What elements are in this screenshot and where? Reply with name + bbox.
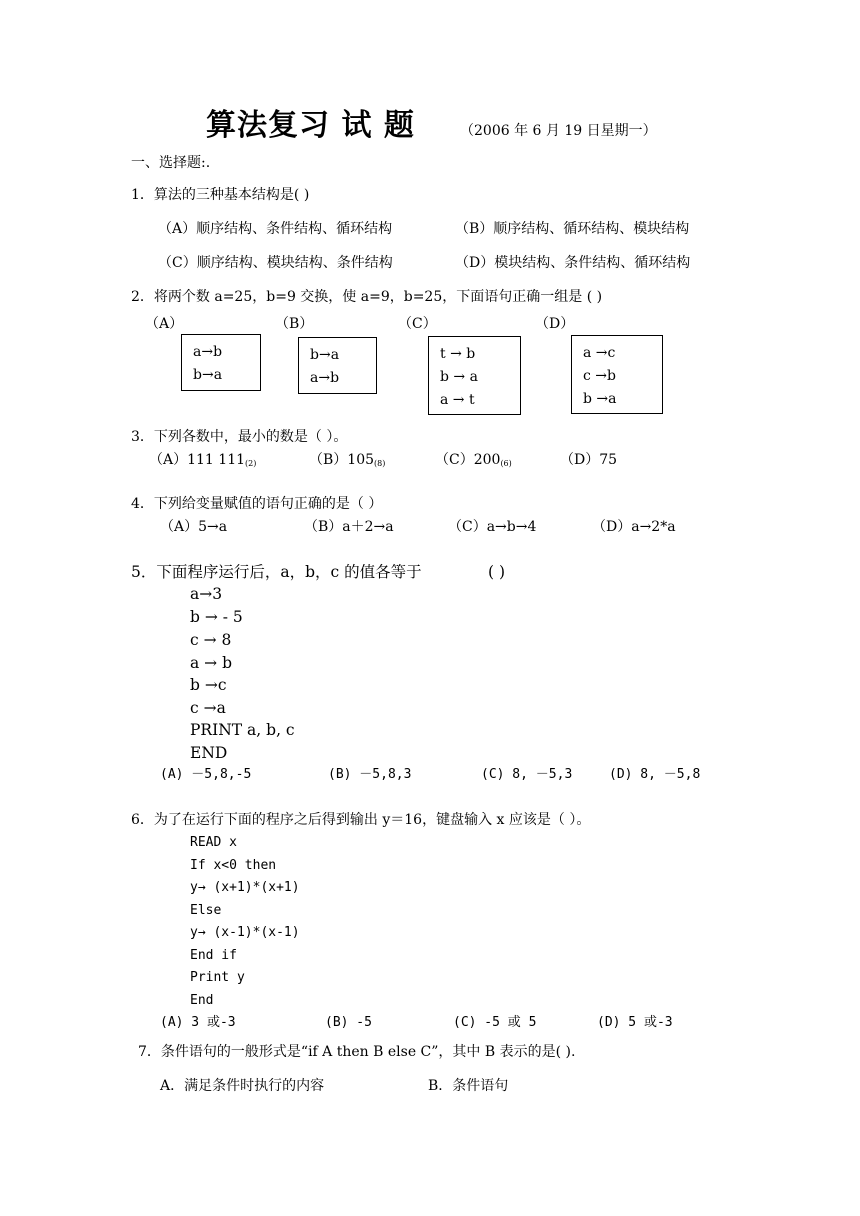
box-b-line-1: b→a: [310, 347, 340, 363]
option-a-base: (2): [245, 459, 257, 468]
question-2-box-d: [571, 335, 663, 414]
box-d-line-1: a →c: [583, 345, 616, 361]
box-a-line-1: a→b: [193, 344, 223, 360]
question-7-option-b: B．条件语句: [428, 1078, 509, 1094]
box-a-line-2: b→a: [193, 367, 223, 383]
q5-code-line-3: c → 8: [190, 631, 232, 649]
question-4-option-c: （C）a→b→4: [448, 519, 537, 535]
question-5-option-d: (D) 8, －5,8: [609, 767, 701, 782]
question-3-option-b: [309, 451, 385, 473]
question-3-option-a: [149, 451, 256, 473]
question-2-stem: 2．将两个数 a=25，b=9 交换，使 a=9，b=25，下面语句正确一组是 ( ): [131, 289, 603, 305]
question-2-box-c: [428, 336, 521, 415]
section-heading: 一、选择题:.: [131, 155, 211, 171]
q6-code-line-3: y→ (x+1)*(x+1): [190, 880, 300, 895]
q5-code-line-6: c →a: [190, 699, 226, 717]
q5-code-line-8: END: [190, 744, 228, 762]
option-c-value: （C）200: [435, 452, 501, 468]
question-6-option-a: (A) 3 或-3: [160, 1015, 236, 1030]
question-4-option-d: （D）a→2*a: [592, 519, 676, 535]
question-4-stem: 4．下列给变量赋值的语句正确的是（ ）: [131, 496, 383, 512]
question-1-option-b: （B）顺序结构、循环结构、模块结构: [455, 221, 690, 237]
q6-code-line-7: Print y: [190, 970, 245, 985]
page-title: 算法复习 试 题: [206, 108, 415, 143]
q5-code-line-1: a→3: [190, 585, 223, 603]
question-6-option-c: (C) -5 或 5: [453, 1015, 537, 1030]
question-6-stem: 6．为了在运行下面的程序之后得到输出 y＝16，键盘输入 x 应该是（ ）。: [131, 812, 591, 828]
question-2-label-a: （A）: [145, 316, 184, 332]
box-c-line-3: a → t: [440, 392, 475, 408]
q6-code-line-4: Else: [190, 903, 222, 918]
question-3-option-d: （D）75: [560, 452, 618, 468]
question-7-stem: 7．条件语句的一般形式是“if A then B else C”，其中 B 表示的是( ).: [138, 1044, 576, 1060]
question-6-option-b: (B) -5: [325, 1015, 372, 1030]
question-2-box-a: [181, 334, 261, 391]
question-1-option-a: （A）顺序结构、条件结构、循环结构: [158, 221, 393, 237]
question-1-option-d: （D）模块结构、条件结构、循环结构: [455, 255, 691, 271]
q6-code-line-5: y→ (x-1)*(x-1): [190, 925, 300, 940]
question-7-option-a: A．满足条件时执行的内容: [160, 1078, 325, 1094]
question-4-option-a: （A）5→a: [160, 519, 228, 535]
q6-code-line-6: End if: [190, 948, 237, 963]
box-d-line-3: b →a: [583, 391, 617, 407]
q5-code-line-5: b →c: [190, 676, 227, 694]
option-c-base: (6): [500, 459, 512, 468]
q6-code-line-1: READ x: [190, 835, 237, 850]
question-5-answer-paren: ( ): [488, 563, 506, 581]
q6-code-line-2: If x<0 then: [190, 858, 277, 873]
question-5-option-a: (A) －5,8,-5: [160, 767, 252, 782]
box-c-line-1: t → b: [440, 346, 476, 362]
q5-code-line-7: PRINT a, b, c: [190, 721, 295, 739]
q5-code-line-2: b → - 5: [190, 608, 243, 626]
option-b-value: （B）105: [309, 452, 375, 468]
question-2-label-c: （C）: [398, 316, 437, 332]
question-5-option-c: (C) 8, －5,3: [481, 767, 573, 782]
option-b-base: (8): [374, 459, 386, 468]
question-2-label-b: （B）: [275, 316, 314, 332]
title-date: （2006 年 6 月 19 日星期一）: [460, 123, 657, 139]
question-4-option-b: （B）a＋2→a: [304, 519, 394, 535]
question-3-option-c: [435, 451, 512, 473]
box-d-line-2: c →b: [583, 368, 616, 384]
q5-code-line-4: a → b: [190, 654, 233, 672]
box-b-line-2: a→b: [310, 370, 340, 386]
question-2-box-b: [298, 337, 377, 394]
question-2-label-d: （D）: [535, 316, 575, 332]
question-5-stem: 5．下面程序运行后，a，b，c 的值各等于: [131, 563, 422, 581]
question-6-option-d: (D) 5 或-3: [597, 1015, 673, 1030]
question-5-option-b: (B) －5,8,3: [328, 767, 412, 782]
question-3-stem: 3．下列各数中，最小的数是（ ）。: [131, 429, 348, 445]
question-1-stem: 1．算法的三种基本结构是( ): [131, 187, 310, 203]
box-c-line-2: b → a: [440, 369, 478, 385]
q6-code-line-8: End: [190, 993, 214, 1008]
question-1-option-c: （C）顺序结构、模块结构、条件结构: [158, 255, 393, 271]
option-a-value: （A）111 111: [149, 452, 246, 468]
